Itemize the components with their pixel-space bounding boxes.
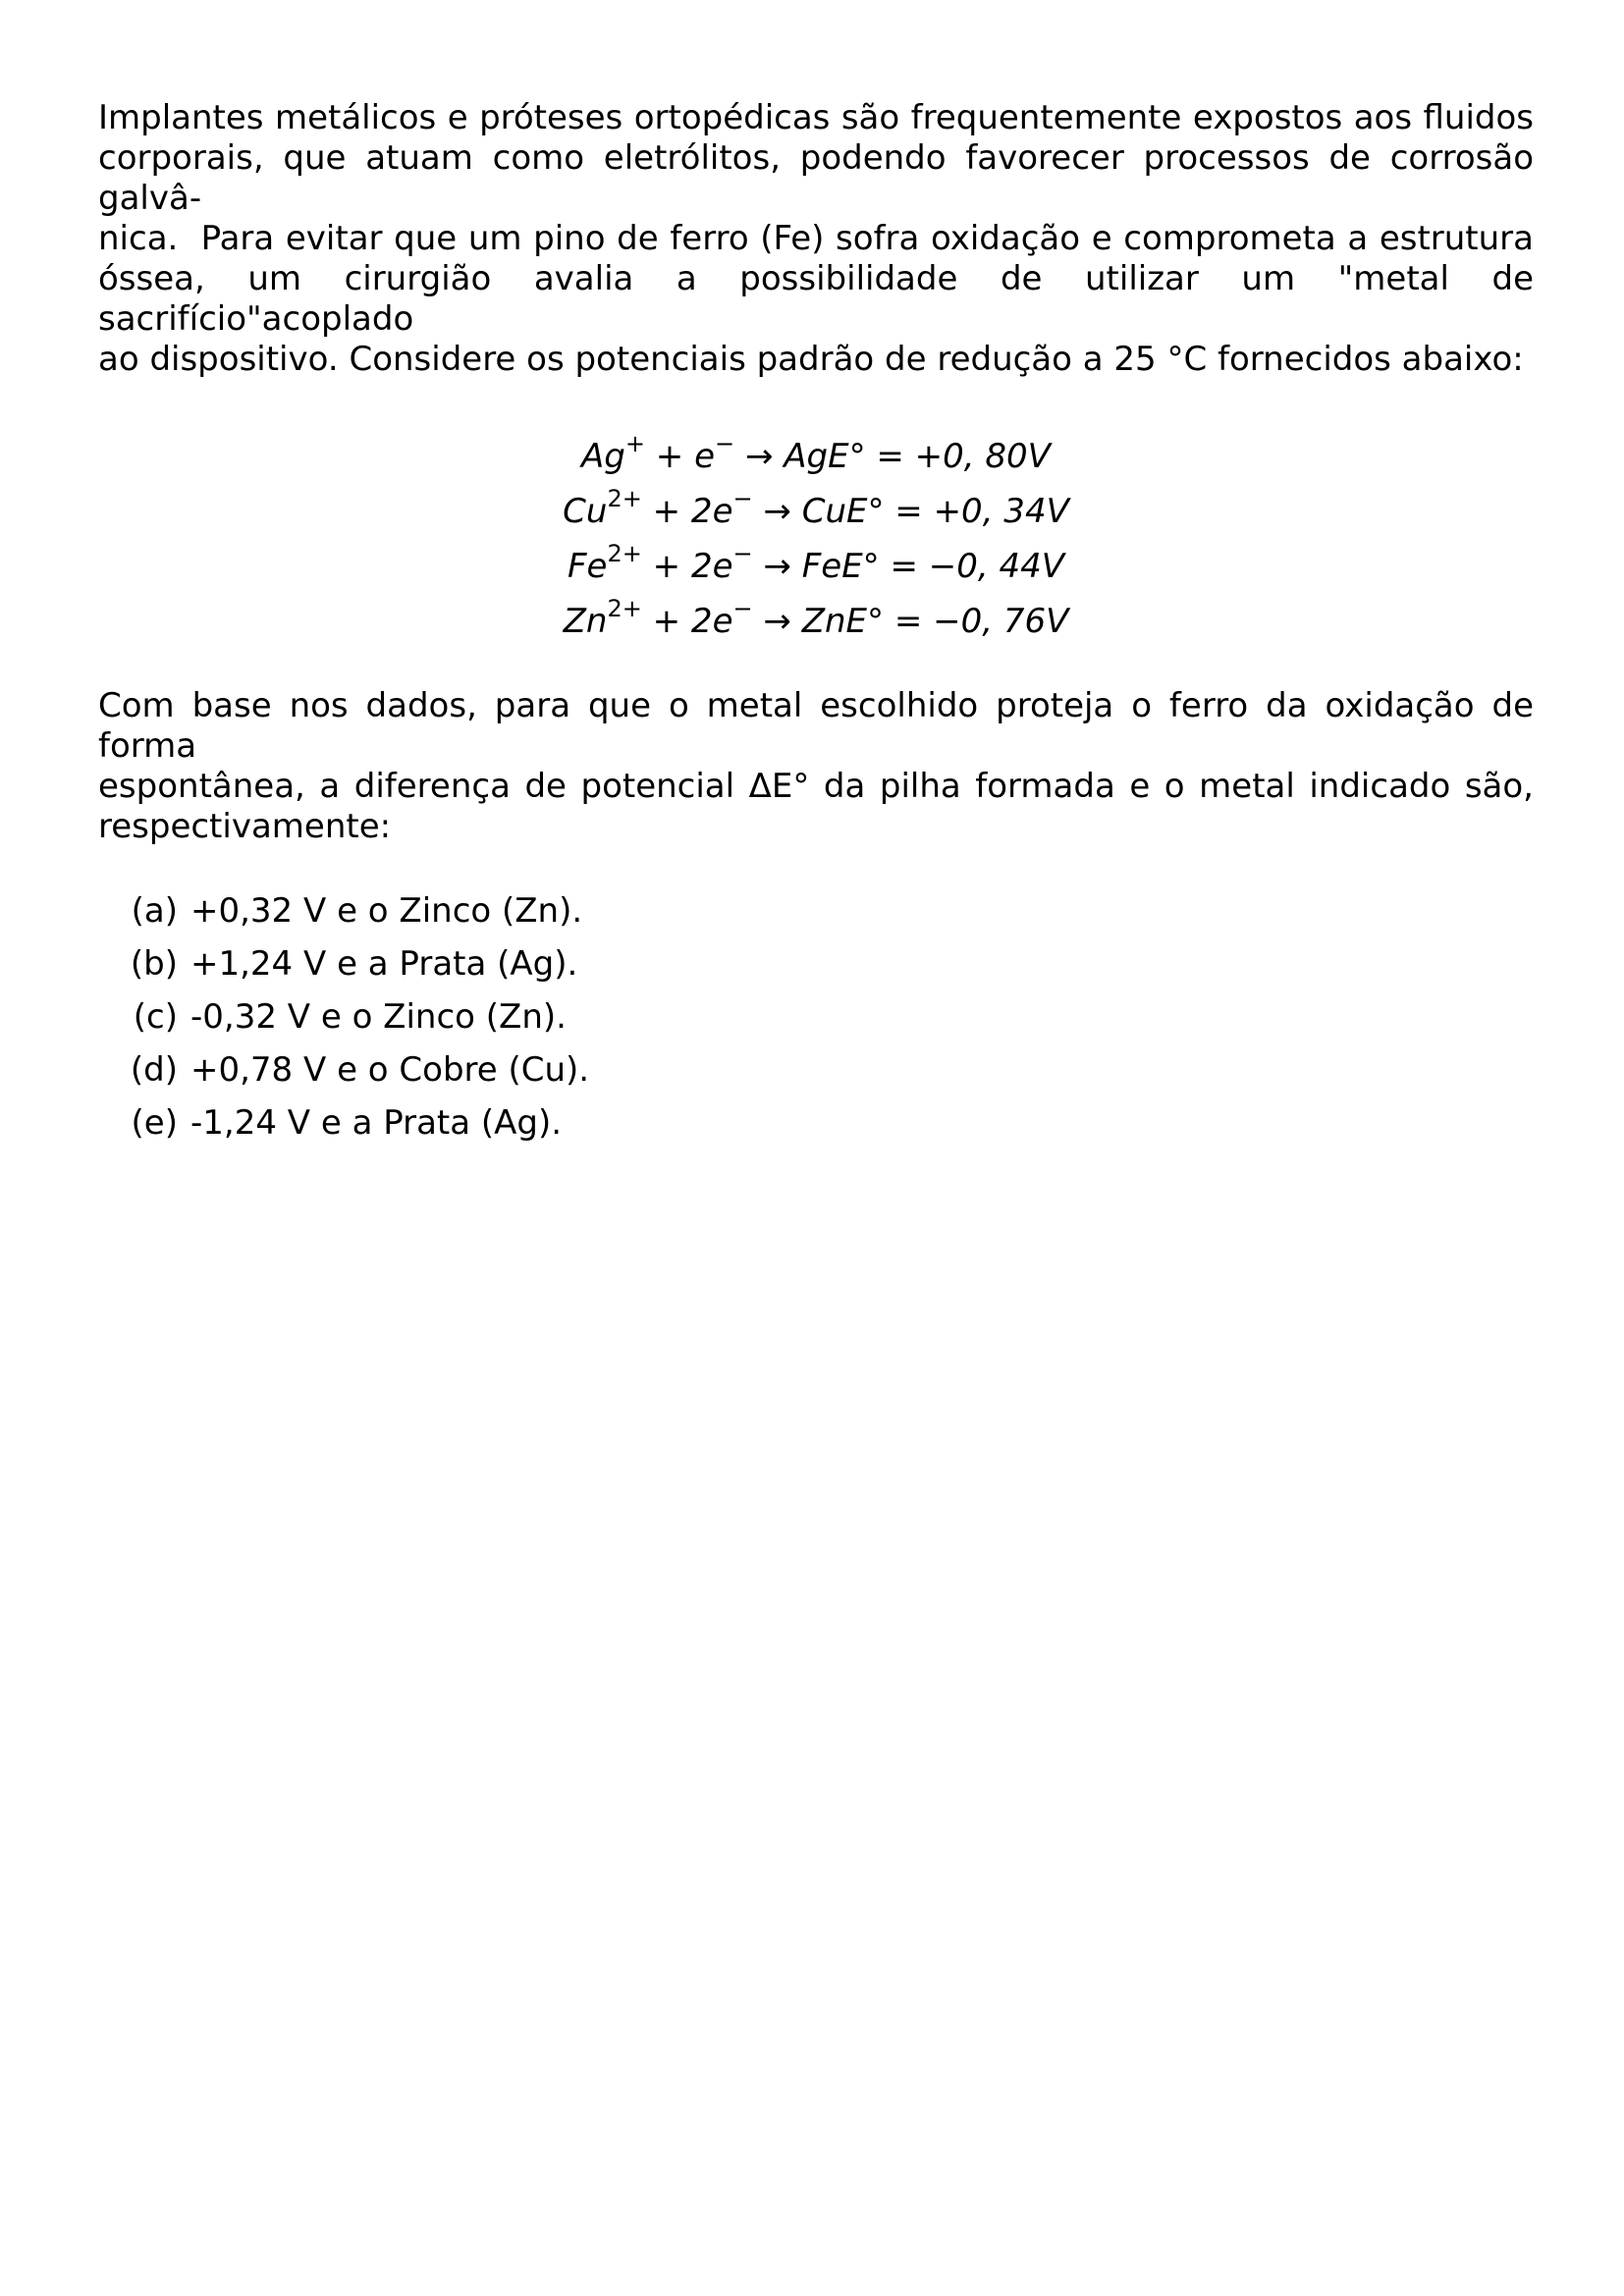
equation-ag [98,429,1534,484]
option-letter: (b) [130,944,178,984]
equation-ion: Fe [567,547,608,586]
intro-line: nica. Para evitar que um pino de ferro (Fe) sofra oxidação e comprometa a estrutura [98,219,1534,258]
option-letter: (d) [130,1050,178,1090]
option-text: -0,32 V e o Zinco (Zn). [190,997,567,1037]
option-letter: (e) [131,1103,178,1143]
option-e[interactable] [98,1096,1534,1149]
equation-cu [98,484,1534,539]
equation-electrons: + 2e [641,602,733,641]
option-b[interactable] [98,937,1534,990]
option-letter: (a) [131,891,178,931]
equation-electron-charge: − [732,594,753,622]
answer-options [98,884,1534,1149]
intro-line: óssea, um cirurgião avalia a possibilidade de utilizar um "metal de sacrifício"acoplado [98,259,1534,339]
equation-ion-charge: 2+ [607,539,642,567]
intro-line: corporais, que atuam como eletrólitos, podendo favorecer processos de corrosão galvâ- [98,138,1534,218]
equation-ion: Ag [581,437,625,476]
equation-electron-charge: − [732,539,753,567]
equation-product: → CuE° = +0, 34V [752,492,1069,531]
equation-ion-charge: 2+ [607,484,642,512]
prompt-paragraph [98,686,1534,847]
prompt-line: respectivamente: [98,807,392,846]
option-a[interactable] [98,884,1534,937]
option-c[interactable] [98,990,1534,1043]
option-d[interactable] [98,1043,1534,1096]
prompt-line: espontânea, a diferença de potencial ΔE° da pilha formada e o metal indicado são, [98,767,1534,806]
prompt-line: Com base nos dados, para que o metal escolhido proteja o ferro da oxidação de forma [98,686,1534,766]
equation-ion: Cu [563,492,608,531]
option-text: +0,32 V e o Zinco (Zn). [190,891,583,931]
reduction-potentials [98,429,1534,649]
equation-electrons: + 2e [641,492,733,531]
equation-electrons: + e [645,437,716,476]
option-text: +1,24 V e a Prata (Ag). [190,944,578,984]
equation-product: → FeE° = −0, 44V [752,547,1065,586]
intro-paragraph [98,98,1534,380]
option-letter: (c) [133,997,178,1037]
question-page [98,98,1534,1165]
equation-product: → ZnE° = −0, 76V [752,602,1069,641]
intro-line: Implantes metálicos e próteses ortopédicas são frequentemente expostos aos fluidos [98,98,1534,137]
option-text: +0,78 V e o Cobre (Cu). [190,1050,590,1090]
equation-fe [98,539,1534,594]
equation-electron-charge: − [715,429,735,457]
equation-product: → AgE° = +0, 80V [734,437,1051,476]
equation-ion: Zn [563,602,608,641]
equation-electrons: + 2e [641,547,733,586]
intro-line: ao dispositivo. Considere os potenciais padrão de redução a 25 °C fornecidos abaixo: [98,340,1524,379]
equation-electron-charge: − [732,484,753,512]
equation-ion-charge: 2+ [607,594,642,622]
equation-zn [98,594,1534,649]
equation-ion-charge: + [624,429,645,457]
option-text: -1,24 V e a Prata (Ag). [190,1103,563,1143]
